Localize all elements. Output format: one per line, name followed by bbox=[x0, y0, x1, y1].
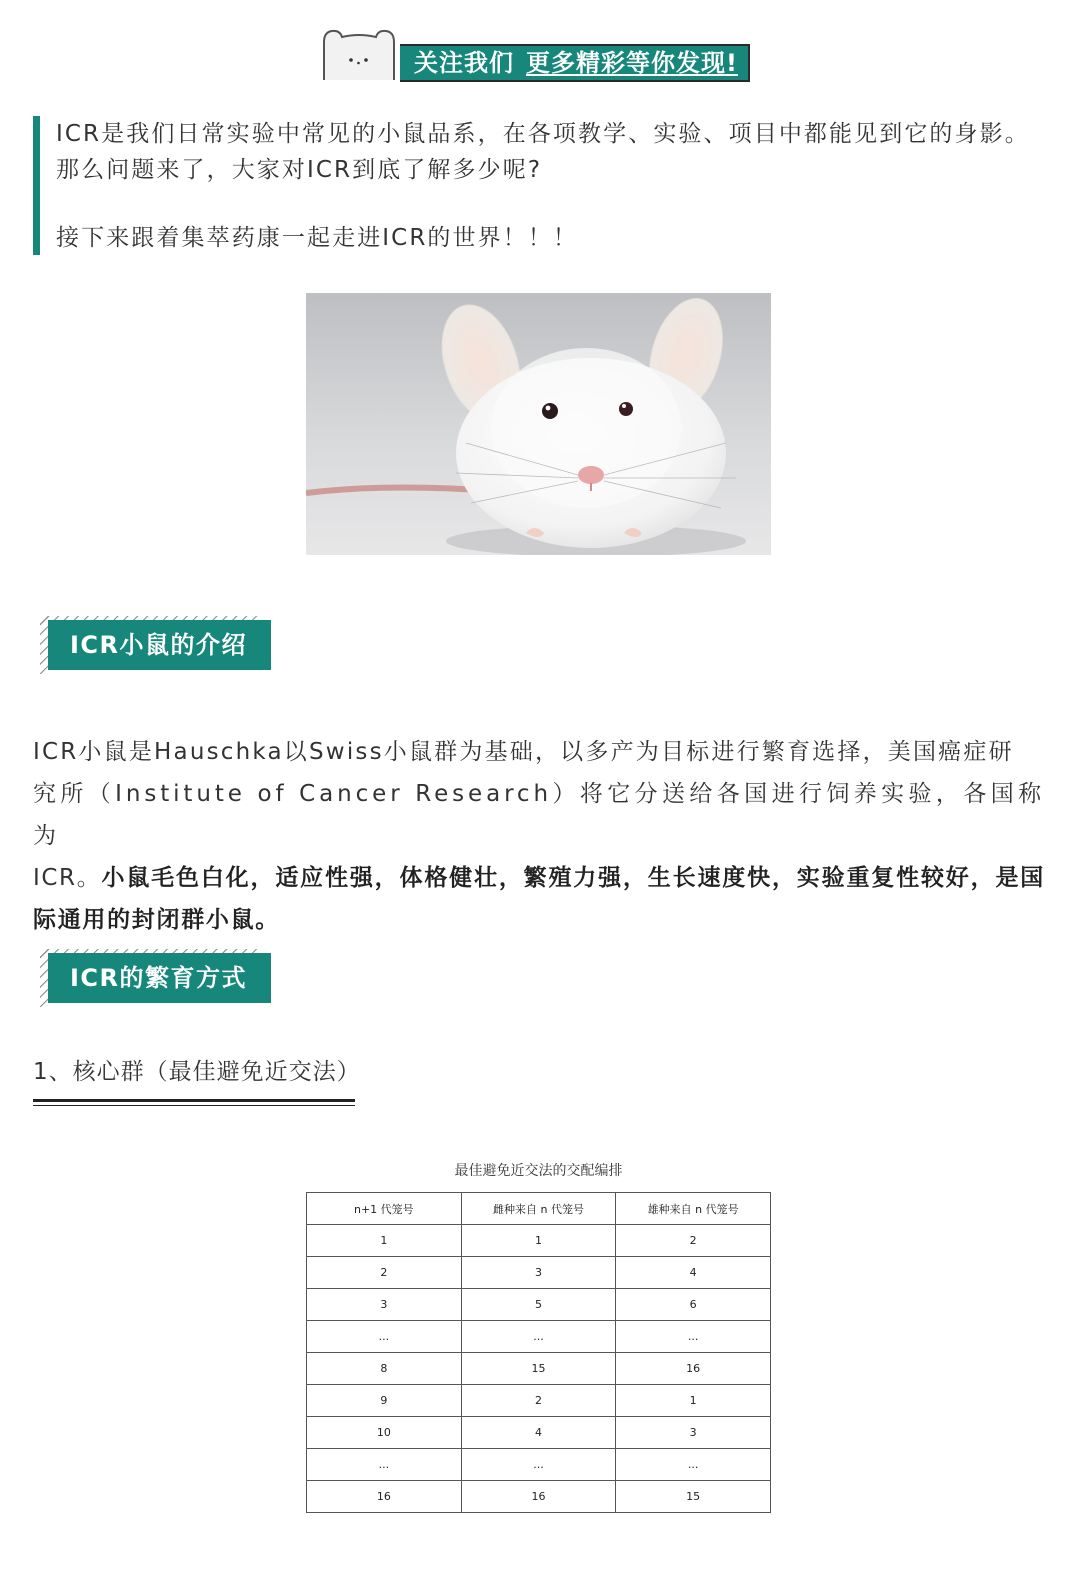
table-cell: 15 bbox=[616, 1481, 771, 1513]
description-line-3: ICR。 bbox=[33, 865, 102, 891]
table-cell: 15 bbox=[461, 1353, 616, 1385]
table-cell: ... bbox=[461, 1449, 616, 1481]
table-cell: 1 bbox=[307, 1225, 462, 1257]
table-row bbox=[307, 1449, 771, 1481]
table-cell: ... bbox=[461, 1321, 616, 1353]
mating-arrangement-table bbox=[306, 1192, 771, 1513]
header-cage-n1: n+1 代笼号 bbox=[307, 1193, 462, 1225]
table-cell: ... bbox=[616, 1449, 771, 1481]
table-cell: 3 bbox=[461, 1257, 616, 1289]
table-cell: 2 bbox=[616, 1225, 771, 1257]
table-cell: 16 bbox=[461, 1481, 616, 1513]
banner-discover-text: 更多精彩等你发现! bbox=[526, 49, 738, 77]
table-cell: 1 bbox=[616, 1385, 771, 1417]
section-header-intro bbox=[40, 614, 280, 676]
table-row bbox=[307, 1385, 771, 1417]
table-cell: 3 bbox=[307, 1289, 462, 1321]
table-title: 最佳避免近交法的交配编排 bbox=[454, 1163, 623, 1179]
table-cell: ... bbox=[616, 1321, 771, 1353]
table-cell: 3 bbox=[616, 1417, 771, 1449]
bear-icon bbox=[320, 26, 398, 80]
header-female-source: 雌种来自 n 代笼号 bbox=[461, 1193, 616, 1225]
table-cell: 4 bbox=[616, 1257, 771, 1289]
table-row bbox=[307, 1417, 771, 1449]
section-header-breeding bbox=[40, 947, 280, 1009]
table-row bbox=[307, 1289, 771, 1321]
table-header-row bbox=[307, 1193, 771, 1225]
description-emphasis: 小鼠毛色白化，适应性强，体格健壮，繁殖力强，生长速度快，实验重复性较好，是国际通用的封闭群小鼠。 bbox=[33, 865, 1045, 933]
table-cell: 10 bbox=[307, 1417, 462, 1449]
banner-label bbox=[400, 44, 750, 82]
intro-paragraph: ICR是我们日常实验中常见的小鼠品系，在各项教学、实验、项目中都能见到它的身影。那么问题来了，大家对ICR到底了解多少呢? bbox=[56, 121, 1030, 183]
table-cell: ... bbox=[307, 1321, 462, 1353]
table-cell: 2 bbox=[461, 1385, 616, 1417]
table-row bbox=[307, 1321, 771, 1353]
icr-description bbox=[33, 731, 1045, 941]
follow-banner[interactable] bbox=[318, 26, 768, 82]
intro-quote bbox=[33, 116, 1045, 255]
banner-follow-text: 关注我们 bbox=[414, 49, 514, 77]
section-title: ICR小鼠的介绍 bbox=[48, 620, 271, 670]
header-male-source: 雄种来自 n 代笼号 bbox=[616, 1193, 771, 1225]
table-cell: 9 bbox=[307, 1385, 462, 1417]
table-cell: 1 bbox=[461, 1225, 616, 1257]
double-underline-thin bbox=[33, 1105, 355, 1106]
table-row bbox=[307, 1353, 771, 1385]
section-title: ICR的繁育方式 bbox=[48, 953, 271, 1003]
table-cell: 6 bbox=[616, 1289, 771, 1321]
subsection-title: 1、核心群（最佳避免近交法） bbox=[33, 1059, 361, 1085]
table-cell: 4 bbox=[461, 1417, 616, 1449]
intro-callout: 接下来跟着集萃药康一起走进ICR的世界！！！ bbox=[56, 225, 579, 251]
table-cell: 5 bbox=[461, 1289, 616, 1321]
table-cell: 16 bbox=[307, 1481, 462, 1513]
description-line-2: 究所（Institute of Cancer Research）将它分送给各国进行饲养实验，各国称为 bbox=[33, 781, 1045, 849]
white-mouse-photo bbox=[306, 293, 771, 555]
table-cell: 2 bbox=[307, 1257, 462, 1289]
subsection-heading bbox=[33, 1054, 361, 1106]
table-row bbox=[307, 1257, 771, 1289]
table-row bbox=[307, 1225, 771, 1257]
table-cell: ... bbox=[307, 1449, 462, 1481]
description-line-1: ICR小鼠是Hauschka以Swiss小鼠群为基础，以多产为目标进行繁育选择，美国癌症研 bbox=[33, 739, 1014, 765]
table-row bbox=[307, 1481, 771, 1513]
table-cell: 8 bbox=[307, 1353, 462, 1385]
double-underline bbox=[33, 1099, 355, 1102]
table-cell: 16 bbox=[616, 1353, 771, 1385]
